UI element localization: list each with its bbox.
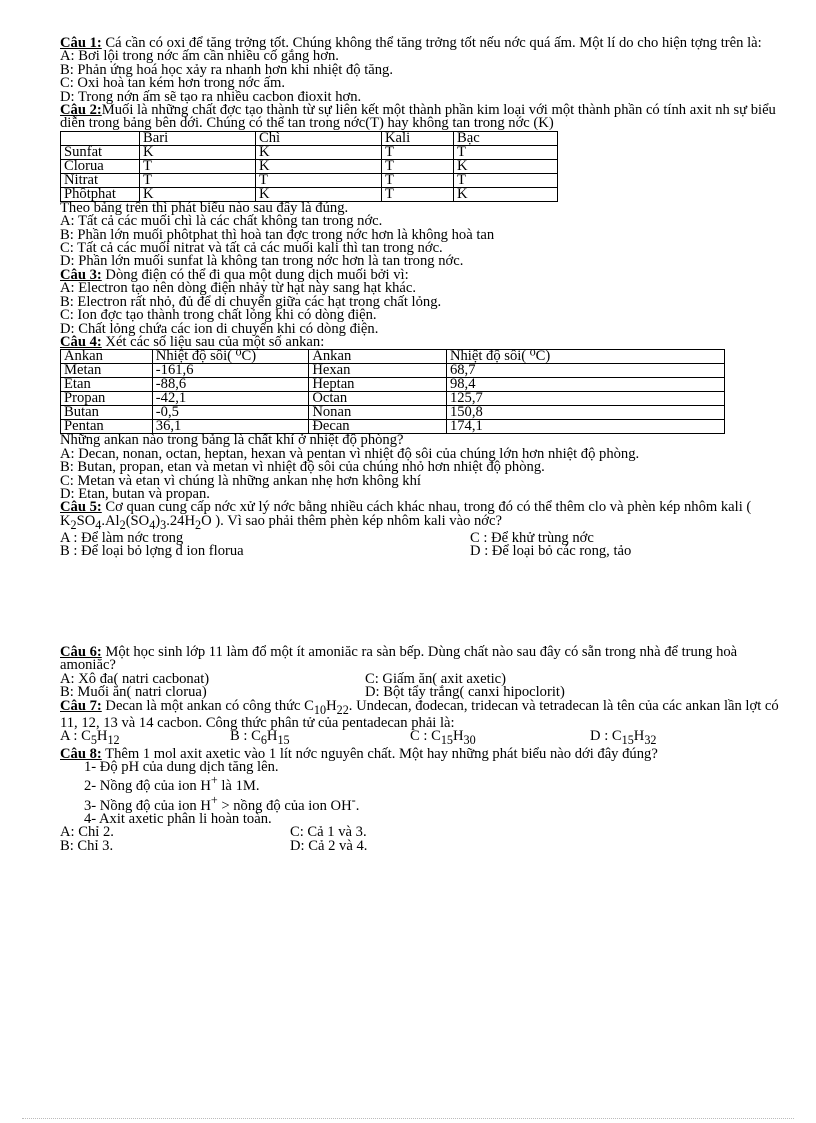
subscript: 4 [149, 517, 156, 532]
table-cell: Butan [61, 406, 153, 420]
question-label: Câu 2: [60, 102, 102, 119]
table-cell: 125,7 [446, 392, 724, 406]
option-a: A: Xô đa( natri cacbonat) [60, 670, 210, 687]
option-b: B: Phần lớn muối phôtphat thì hoà tan đợc trong nớc hơn là không hoà tan [60, 226, 495, 243]
table-cell: Bari [140, 131, 256, 145]
table-cell: Propan [61, 392, 153, 406]
formula-part: A : C [60, 728, 91, 745]
options-row [60, 545, 790, 558]
subscript: 15 [440, 733, 453, 748]
options-row [60, 826, 790, 839]
subscript: 2 [119, 517, 126, 532]
question-text: Một học sinh lớp 11 làm đổ một ít amoniăc ra sàn bếp. Dùng chất nào sau đây có sẵn trong nhà để trung hoà amoniăc? [60, 643, 738, 674]
option-b: B: Electron rất nhỏ, đủ để di chuyển giữa các hạt trong chất lỏng. [60, 293, 442, 310]
option-a: A: Tất cả các muối chì là các chất không tan trong nớc. [60, 213, 383, 230]
table-row [61, 173, 558, 187]
question-text: Xét các số liệu sau của một số ankan: [101, 333, 325, 350]
subscript: 3 [160, 517, 167, 532]
table-cell: Sunfat [61, 145, 140, 159]
table-cell: -161,6 [152, 364, 309, 378]
question-text: Cơ quan cung cấp nớc xử lý nớc bằng nhiều cách khác nhau, trong đó có thể thêm clo và phèn kép nhôm kali ( K [60, 499, 752, 529]
formula-part: SO [76, 512, 96, 529]
table-cell: Ankan [61, 350, 153, 364]
statement-text: 3- Nồng độ của ion H [84, 797, 211, 814]
table-cell: K [256, 187, 382, 201]
question-label: Câu 3: [60, 266, 102, 283]
table-cell: T [382, 145, 454, 159]
subscript: 2 [70, 517, 77, 532]
subscript: 15 [277, 733, 290, 748]
options-row [60, 837, 790, 854]
option-d: D: Cả 2 và 4. [290, 837, 368, 854]
document-page [60, 37, 790, 853]
table-cell: 36,1 [152, 420, 309, 434]
question-label: Câu 8: [60, 745, 102, 762]
question-text: O ). Vì sao phải thêm phèn kép nhôm kali vào nớc? [201, 512, 502, 529]
question-stem: Theo bảng trên thì phát biểu nào sau đây là đúng. [60, 199, 349, 216]
table-cell: K [140, 145, 256, 159]
table-cell: T [382, 187, 454, 201]
table-cell: Ankan [309, 350, 447, 364]
option-d: D: Etan, butan và propan. [60, 485, 210, 502]
option-b: B : Để loại bỏ lợng d ion florua [60, 543, 244, 560]
subscript: 5 [90, 733, 97, 748]
option-c: C: Cả 1 và 3. [290, 824, 367, 841]
option-b: B: Phản ứng hoá học xảy ra nhanh hơn khi nhiệt độ tăng. [60, 61, 393, 78]
table-cell: -42,1 [152, 392, 309, 406]
option-b: B: Butan, propan, etan và metan vì nhiệt độ sôi của chúng nhỏ hơn nhiệt độ phòng. [60, 459, 545, 476]
formula-part: B : C [230, 728, 261, 745]
option-c: C: Ion đợc tạo thành trong chất lỏng khi có dòng điện. [60, 307, 377, 324]
statement-1: 1- Độ pH của dung dịch tăng lên. [84, 758, 279, 775]
table-cell: K [256, 159, 382, 173]
option-c: C : Để khử trùng nớc [470, 530, 594, 547]
option-d: D: Chất lỏng chứa các ion di chuyển khi có dòng điện. [60, 320, 379, 337]
question-text: Cá cần có oxi để tăng trởng tốt. Chúng không thể tăng trởng tốt nếu nớc quá ấm. Một lí do cho hiện tợng trên là: [101, 35, 762, 51]
formula-part: H [633, 728, 645, 745]
superscript: + [210, 792, 218, 807]
table-cell: T [140, 159, 256, 173]
option-d: D: Trong nớn ấm sẽ tạo ra nhiều cacbon đioxit hơn. [60, 88, 362, 105]
table-cell: Bạc [454, 131, 558, 145]
option-c: C: Giấm ăn( axit axetic) [365, 670, 507, 687]
table-cell: 150,8 [446, 406, 724, 420]
question-text: Thêm 1 mol axit axetic vào 1 lít nớc nguyên chất. Một hay những phát biểu nào dới đây đúng? [101, 745, 658, 762]
option-c: C: Oxi hoà tan kém hơn trong nớc ấm. [60, 75, 285, 92]
formula-part: ) [155, 512, 161, 529]
question-text: Dòng điện có thể đi qua một dung dịch muối bởi vì: [101, 266, 409, 283]
statement-4: 4- Axit axetic phân li hoàn toàn. [84, 810, 272, 827]
table-cell: Clorua [61, 159, 140, 173]
option-a: A: Electron tạo nên dòng điện nhảy từ hạt này sang hạt khác. [60, 280, 417, 297]
option-a: A : Để làm nớc trong [60, 530, 184, 547]
table-row [61, 159, 558, 173]
table-cell: -0,5 [152, 406, 309, 420]
formula-part: H [326, 697, 337, 714]
superscript: + [210, 773, 218, 788]
option-b: B: Muối ăn( natri clorua) [60, 684, 207, 701]
table-cell: Hexan [309, 364, 447, 378]
table-cell: Nhiệt độ sôi( ⁰C) [446, 350, 724, 364]
statement-text: . [355, 797, 360, 814]
table-cell: K [140, 187, 256, 201]
subscript: 10 [313, 702, 327, 717]
table-cell: Metan [61, 364, 153, 378]
question-2 [60, 104, 790, 131]
subscript: 32 [644, 733, 657, 748]
table-cell: Pentan [61, 420, 153, 434]
table-cell: Nonan [309, 406, 447, 420]
option-a: A: Decan, nonan, octan, heptan, hexan và pentan vì nhiệt độ sôi của chúng lớn hơn nhiệt độ phòng. [60, 445, 640, 462]
statement-text: 2- Nồng độ của ion H [84, 778, 211, 795]
question-label: Câu 6: [60, 643, 102, 660]
statement-2 [60, 774, 790, 793]
question-text: Decan là một ankan có công thức C [101, 697, 314, 714]
subscript: 30 [463, 733, 476, 748]
option-c: C: Tất cả các muối nitrat và tất cả các muối kali thì tan trong nớc. [60, 240, 443, 257]
formula-part: C : C [410, 728, 441, 745]
table-row [61, 131, 558, 145]
solubility-table [60, 131, 558, 202]
table-cell: Chì [256, 131, 382, 145]
table-cell: K [454, 187, 558, 201]
table-cell: Nitrat [61, 173, 140, 187]
table-cell: Kali [382, 131, 454, 145]
question-text: Muối là những chất đợc tạo thành từ sự liên kết một thành phần kim loại với một thành phần có tính axit nh sự biểu diễn trong bảng bên dới. Chúng có thể tan trong nớc(T) hay không tan trong nớc (K) [60, 102, 776, 132]
option-c: C: Metan và etan vì chúng là những ankan nhẹ hơn không khí [60, 472, 421, 489]
table-cell: Đecan [309, 420, 447, 434]
formula-part: (SO [125, 512, 150, 529]
table-cell: T [382, 159, 454, 173]
table-row [61, 145, 558, 159]
superscript: - [351, 792, 356, 807]
subscript: 12 [107, 733, 120, 748]
table-cell: 98,4 [446, 378, 724, 392]
formula-part: .Al [101, 512, 120, 529]
table-cell: Nhiệt độ sôi( ⁰C) [152, 350, 309, 364]
boiling-point-table [60, 349, 725, 434]
table-cell: T [256, 173, 382, 187]
formula-part: D : C [590, 728, 622, 745]
table-cell: K [454, 159, 558, 173]
statement-text: là 1M. [217, 778, 260, 795]
table-cell: T [140, 173, 256, 187]
table-cell: -88,6 [152, 378, 309, 392]
table-cell: 68,7 [446, 364, 724, 378]
option-d: D : Để loại bỏ các rong, tảo [470, 543, 632, 560]
subscript: 6 [260, 733, 267, 748]
question-label: Câu 5: [60, 499, 102, 516]
formula-part: H [96, 728, 108, 745]
option-a: A: Chỉ 2. [60, 824, 114, 841]
table-cell: T [454, 173, 558, 187]
option-b: B: Chỉ 3. [60, 837, 114, 854]
formula-part: .24H [166, 512, 196, 529]
table-cell: Octan [309, 392, 447, 406]
statement-text: > nồng độ của ion OH [217, 797, 352, 814]
formula-part: H [452, 728, 464, 745]
question-label: Câu 7: [60, 697, 102, 714]
option-d: D: Phần lớn muối sunfat là không tan trong nớc hơn là tan trong nớc. [60, 253, 464, 270]
table-cell: K [256, 145, 382, 159]
option-d: D: Bột tẩy trắng( canxi hipoclorit) [365, 684, 565, 701]
option-a: A: Bơi lội trong nớc ấm cần nhiều cố gắng hơn. [60, 48, 339, 65]
subscript: 2 [195, 517, 202, 532]
question-5 [60, 501, 790, 532]
question-text: . Undecan, đodecan, tridecan và tetradecan là tên của các ankan lần lợt có 11, 12, 13 và 14 cacbon. Công thức phân tử của pentadecan phải là: [60, 697, 779, 731]
subscript: 4 [95, 517, 102, 532]
question-stem: Những ankan nào trong bảng là chất khí ở nhiệt độ phòng? [60, 432, 404, 449]
question-label: Câu 4: [60, 333, 102, 350]
statement-3 [60, 794, 790, 813]
table-cell: T [454, 145, 558, 159]
table-cell: 174,1 [446, 420, 724, 434]
question-label: Câu 1: [60, 35, 102, 51]
page-bottom-divider [22, 1118, 794, 1119]
subscript: 22 [336, 702, 349, 717]
table-cell: T [382, 173, 454, 187]
table-cell: Heptan [309, 378, 447, 392]
subscript: 15 [621, 733, 634, 748]
formula-part: H [266, 728, 278, 745]
question-4 [60, 333, 790, 350]
table-cell: Etan [61, 378, 153, 392]
table-cell: Phôtphat [61, 187, 140, 201]
question-7 [60, 697, 790, 731]
question-6 [60, 643, 790, 674]
